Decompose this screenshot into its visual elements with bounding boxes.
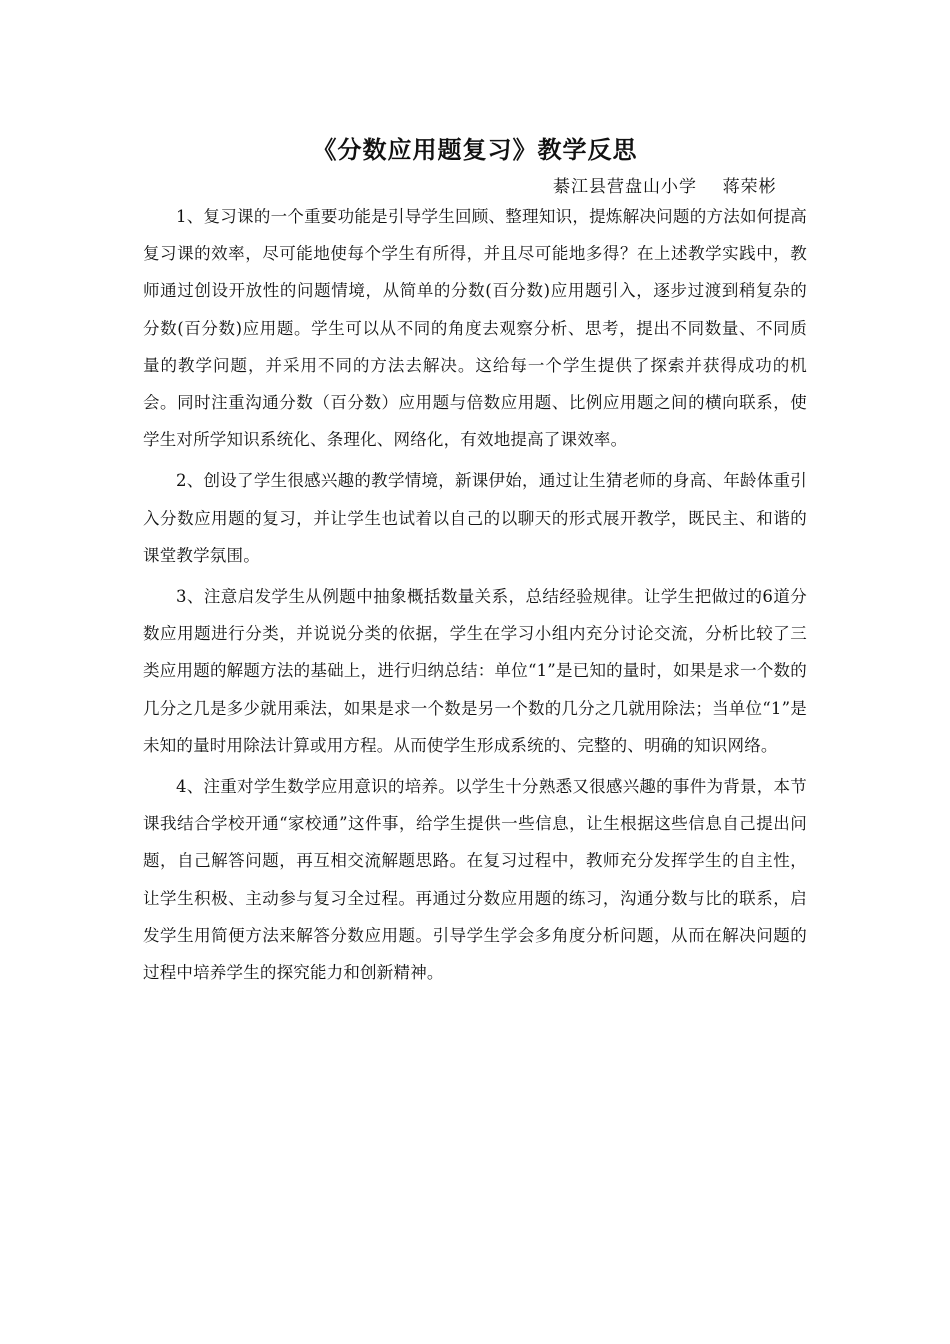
- document-title: 《分数应用题复习》教学反思: [312, 136, 638, 164]
- paragraph-2: 2、创设了学生很感兴趣的教学情境，新课伊始，通过让生猜老师的身高、年龄体重引入分数应用题的复习，并让学生也试着以自己的以聊天的形式展开教学，既民主、和谐的课堂教学氛围。: [143, 471, 807, 565]
- document-body: [143, 198, 807, 995]
- author-line: 綦江县营盘山小学 蒋荣彬: [553, 177, 777, 197]
- paragraph-3: 3、注意启发学生从例题中抽象概括数量关系，总结经验规律。让学生把做过的6道分数应用题进行分类，并说说分类的依据，学生在学习小组内充分讨论交流，分析比较了三类应用题的解题方法的基础上，进行归纳总结：单位“1”是已知的量时，如果是求一个数的几分之几是多少就用乘法，如果是求一个数是另一个数的几分之几就用除法；当单位“1”是未知的量时用除法计算或用方程。从而使学生形成系统的、完整的、明确的知识网络。: [143, 587, 807, 755]
- paragraph-4: 4、注重对学生数学应用意识的培养。以学生十分熟悉又很感兴趣的事件为背景，本节课我结合学校开通“家校通”这件事，给学生提供一些信息，让生根据这些信息自己提出问题，自己解答问题，再互相交流解题思路。在复习过程中，教师充分发挥学生的自主性，让学生积极、主动参与复习全过程。再通过分数应用题的练习，沟通分数与比的联系，启发学生用简便方法来解答分数应用题。引导学生学会多角度分析问题，从而在解决问题的过程中培养学生的探究能力和创新精神。: [143, 777, 807, 983]
- paragraph-1: 1、复习课的一个重要功能是引导学生回顾、整理知识，提炼解决问题的方法如何提高复习课的效率，尽可能地使每个学生有所得，并且尽可能地多得？在上述教学实践中，教师通过创设开放性的问题情境，从简单的分数(百分数)应用题引入，逐步过渡到稍复杂的分数(百分数)应用题。学生可以从不同的角度去观察分析、思考，提出不同数量、不同质量的教学问题，并采用不同的方法去解决。这给每一个学生提供了探索并获得成功的机会。同时注重沟通分数（百分数）应用题与倍数应用题、比例应用题之间的横向联系，使学生对所学知识系统化、条理化、网络化，有效地提高了课效率。: [143, 207, 807, 450]
